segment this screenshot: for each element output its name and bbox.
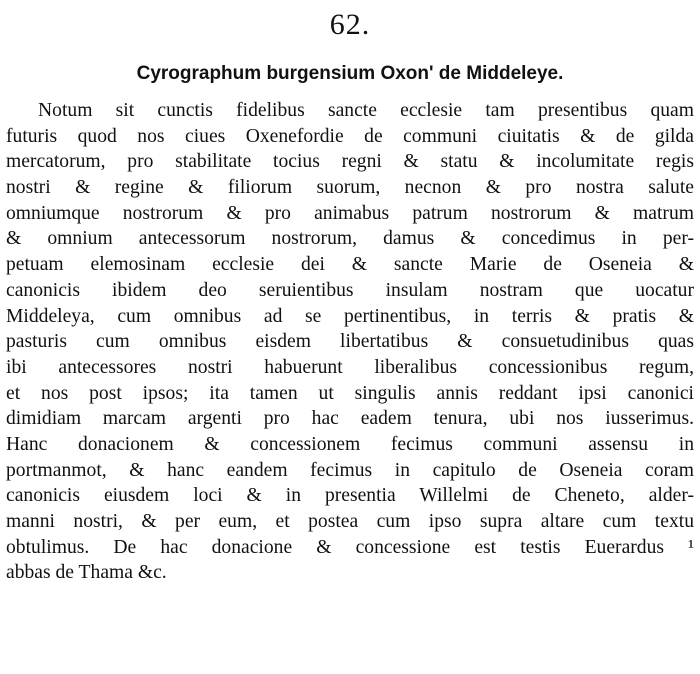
body-line: Notum sit cunctis fidelibus sancte ecclesie tam presentibus quam	[38, 100, 694, 121]
charter-body	[6, 98, 694, 586]
body-line: Hanc donacionem & concessionem fecimus communi assensu in	[6, 433, 694, 455]
body-line: canonicis eiusdem loci & in presentia Willelmi de Cheneto, alder-	[6, 485, 694, 507]
body-line: mercatorum, pro stabilitate tocius regni & statu & incolumitate regis	[6, 151, 694, 173]
body-line: et nos post ipsos; ita tamen ut singulis annis reddant ipsi canonici	[6, 382, 694, 404]
body-line: & omnium antecessorum nostrorum, damus & concedimus in per-	[6, 228, 694, 250]
body-line: petuam elemosinam ecclesie dei & sancte Marie de Oseneia &	[6, 254, 694, 276]
body-line: Middeleya, cum omnibus ad se pertinentibus, in terris & pratis &	[6, 305, 694, 327]
body-line: futuris quod nos ciues Oxenefordie de communi ciuitatis & de gilda	[6, 125, 694, 147]
body-line: pasturis cum omnibus eisdem libertatibus & consuetudinibus quas	[6, 331, 694, 353]
body-line: canonicis ibidem deo seruientibus insulam nostram que uocatur	[6, 279, 694, 301]
body-line: manni nostri, & per eum, et postea cum ipso supra altare cum textu	[6, 511, 694, 532]
body-line: portmanmot, & hanc eandem fecimus in capitulo de Oseneia coram	[6, 459, 694, 481]
body-line: abbas de Thama &c.	[6, 562, 167, 584]
body-line: ibi antecessores nostri habuerunt liberalibus concessionibus regum,	[6, 356, 694, 378]
body-line: dimidiam marcam argenti pro hac eadem tenura, ubi nos iusserimus.	[6, 408, 694, 430]
charter-title: Cyrographum burgensium Oxon' de Middeleye.	[136, 63, 564, 84]
charter-number: 62.	[329, 8, 371, 41]
body-line: omniumque nostrorum & pro animabus patrum nostrorum & matrum	[6, 202, 694, 224]
body-line: nostri & regine & filiorum suorum, necnon & pro nostra salute	[6, 177, 694, 199]
body-line: obtulimus. De hac donacione & concessione est testis Euerardus ¹	[6, 536, 694, 558]
